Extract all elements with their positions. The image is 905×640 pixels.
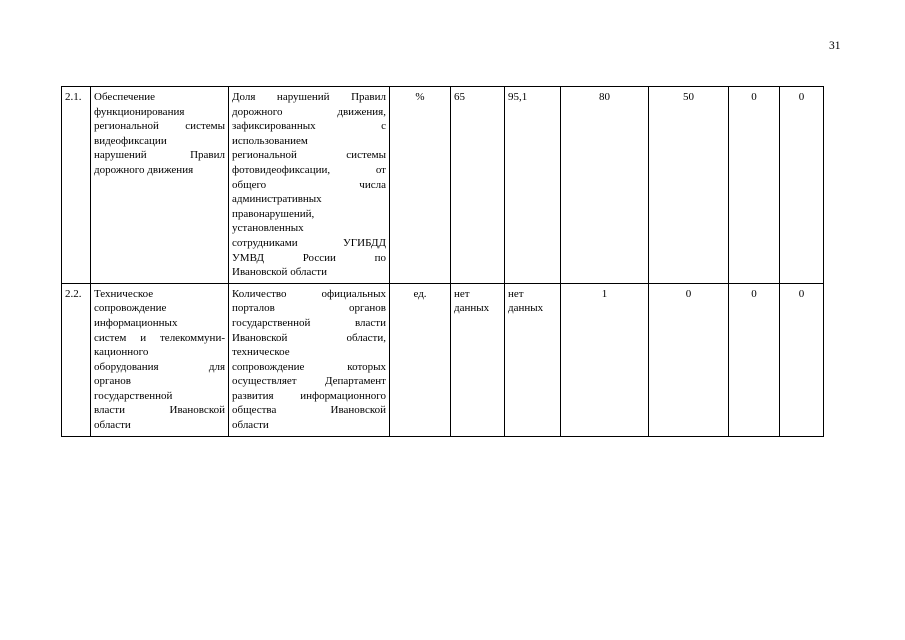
indicator-name-line: административных xyxy=(232,193,322,206)
indicator-name-line: правонарушений, xyxy=(232,207,315,220)
indicator-name-line: общества Ивановской xyxy=(232,404,386,417)
value-cell-line: нет xyxy=(454,287,470,300)
indicator-name-line: сотрудниками УГИБДД xyxy=(232,236,386,249)
value-cell-line: данных xyxy=(454,302,490,315)
activity-name-line: органов xyxy=(94,375,131,388)
indicator-name-line: региональной системы xyxy=(232,149,386,162)
activity-name-line: оборудования для xyxy=(94,360,225,373)
indicator-name-line: Ивановской области xyxy=(232,266,327,279)
indicator-name-line: области xyxy=(232,419,269,432)
activity-name-line: дорожного движения xyxy=(94,163,194,176)
value-cell xyxy=(451,283,505,436)
unit-of-measure: ед. xyxy=(390,283,451,436)
activity-name-line: кационного xyxy=(94,346,149,359)
indicator-name xyxy=(229,87,390,284)
row-number: 2.1. xyxy=(62,87,91,284)
value-cell: 0 xyxy=(780,87,824,284)
indicator-name-line: Доля нарушений Правил xyxy=(232,91,386,103)
indicator-name-line: дорожного движения, xyxy=(232,105,386,118)
row-number: 2.2. xyxy=(62,283,91,436)
indicator-name-line: Ивановской области, xyxy=(232,331,386,344)
table-row xyxy=(62,87,824,284)
activity-name-line: функционирования xyxy=(94,105,185,118)
indicator-name-line: осуществляет Департамент xyxy=(232,375,386,388)
activity-name-line: власти Ивановской xyxy=(94,404,225,417)
indicator-name-line: установленных xyxy=(232,222,304,235)
value-cell: 0 xyxy=(780,283,824,436)
activity-name xyxy=(91,87,229,284)
indicator-name-line: использованием xyxy=(232,134,308,147)
page-number: 31 xyxy=(829,40,841,52)
activity-name-line: Техническое xyxy=(94,287,154,300)
indicator-name-line: развития информационного xyxy=(232,389,386,402)
value-cell xyxy=(505,283,561,436)
activity-name-line: систем и телекоммуни- xyxy=(94,331,225,344)
activity-name-line: нарушений Правил xyxy=(94,149,225,162)
indicator-name-line: УМВД России по xyxy=(232,251,386,264)
activity-name-line: области xyxy=(94,419,131,432)
indicator-name-line: зафиксированных с xyxy=(232,120,386,133)
activity-name xyxy=(91,283,229,436)
indicator-name-line: Количество официальных xyxy=(232,287,386,300)
value-cell: 80 xyxy=(561,87,649,284)
table-row xyxy=(62,283,824,436)
value-cell-line: данных xyxy=(508,302,544,315)
activity-name-line: региональной системы xyxy=(94,120,225,133)
value-cell-line: нет xyxy=(508,287,524,300)
indicator-name-line: сопровождение которых xyxy=(232,360,386,373)
indicator-name-line: государственной власти xyxy=(232,316,386,329)
activity-name-line: видеофиксации xyxy=(94,134,167,147)
value-cell-line: 95,1 xyxy=(508,91,528,103)
indicator-name xyxy=(229,283,390,436)
indicator-name-line: общего числа xyxy=(232,178,386,191)
indicator-name-line: порталов органов xyxy=(232,302,386,315)
activity-name-line: Обеспечение xyxy=(94,91,155,103)
value-cell: 1 xyxy=(561,283,649,436)
activity-name-line: сопровождение xyxy=(94,302,167,315)
value-cell: 50 xyxy=(649,87,729,284)
value-cell xyxy=(451,87,505,284)
program-indicators-table xyxy=(61,86,824,437)
value-cell xyxy=(505,87,561,284)
value-cell-line: 65 xyxy=(454,91,465,103)
indicator-name-line: фотовидеофиксации, от xyxy=(232,163,386,176)
activity-name-line: информационных xyxy=(94,316,178,329)
activity-name-line: государственной xyxy=(94,389,173,402)
indicator-name-line: техническое xyxy=(232,346,290,359)
value-cell: 0 xyxy=(729,87,780,284)
value-cell: 0 xyxy=(649,283,729,436)
unit-of-measure: % xyxy=(390,87,451,284)
value-cell: 0 xyxy=(729,283,780,436)
